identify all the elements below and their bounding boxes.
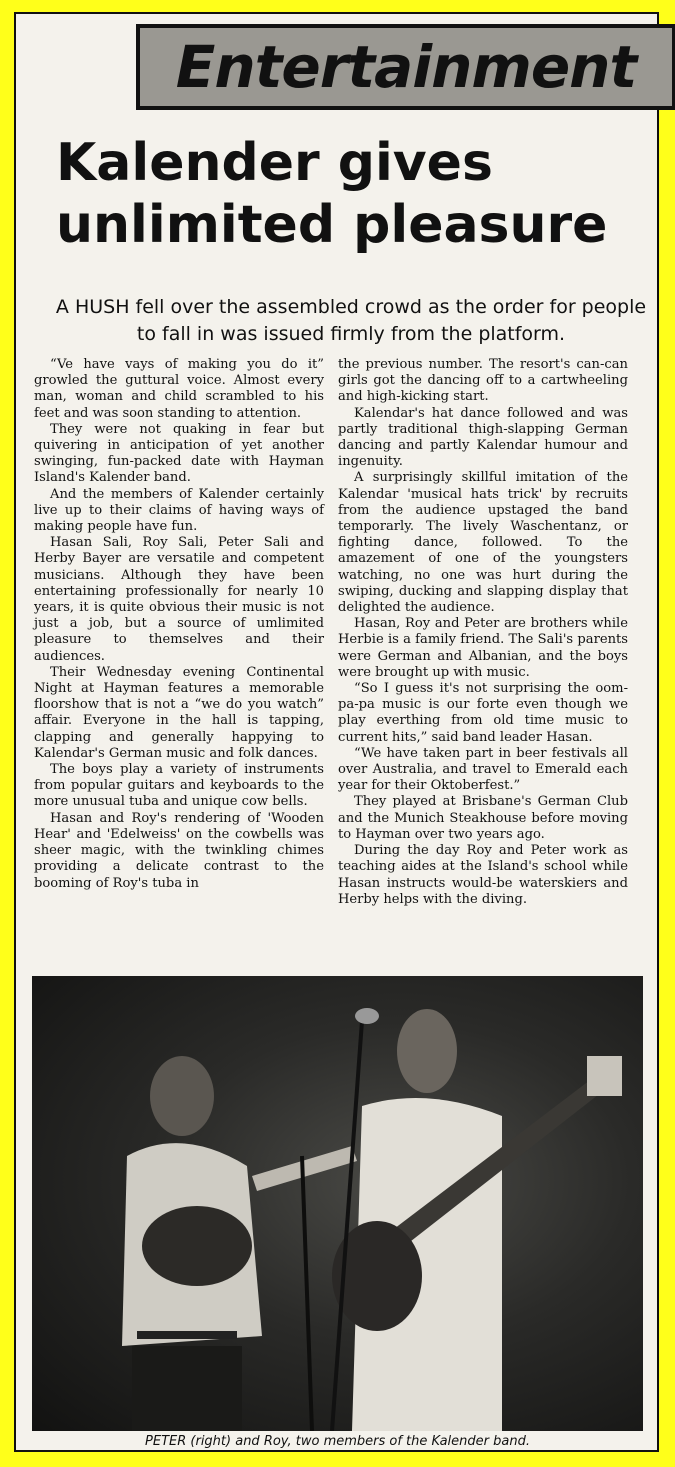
paragraph: “Ve have vays of making you do it” growled the guttural voice. Almost every man, woman and child scrambled to his feet and was soon standing to attention. bbox=[34, 357, 324, 421]
paragraph: Hasan Sali, Roy Sali, Peter Sali and Herby Bayer are versatile and competent musicians. Although they have been entertaining professionally for nearly 10 years, it is quite obvious their music is not just a job, but a source of umlimited pleasure to themselves and their audiences. bbox=[34, 535, 324, 664]
article-column-right bbox=[338, 357, 628, 908]
band-photo bbox=[32, 976, 643, 1431]
lede-paragraph: A HUSH fell over the assembled crowd as the order for people to fall in was issued firmly from the platform. bbox=[55, 296, 647, 345]
paragraph: Kalendar's hat dance followed and was partly traditional thigh-slapping German dancing and partly Kalendar humour and ingenuity. bbox=[338, 405, 628, 470]
paragraph: They were not quaking in fear but quivering in anticipation of yet another swinging, fun-packed date with Hayman Island's Kalender band. bbox=[34, 421, 324, 486]
paragraph: “So I guess it's not surprising the oom-pa-pa music is our forte even though we play everthing from old time music to current hits,” said band leader Hasan. bbox=[338, 681, 628, 745]
paragraph: During the day Roy and Peter work as teaching aides at the Island's school while Hasan instructs would-be waterskiers and Herby helps with the diving. bbox=[338, 843, 628, 907]
paragraph: Their Wednesday evening Continental Night at Hayman features a memorable floorshow that is not a “we do you watch” affair. Everyone in the hall is tapping, clapping and generally happying to Kalendar's German music and folk dances. bbox=[34, 664, 324, 761]
paragraph: They played at Brisbane's German Club and the Munich Steakhouse before moving to Hayman over two years ago. bbox=[338, 794, 628, 842]
paragraph: The boys play a variety of instruments from popular guitars and keyboards to the more unusual tuba and unique cow bells. bbox=[34, 762, 324, 810]
section-banner bbox=[136, 24, 675, 110]
paragraph: “We have taken part in beer festivals all over Australia, and travel to Emerald each year for their Oktoberfest.” bbox=[338, 745, 628, 794]
paragraph: And the members of Kalender certainly live up to their claims of having ways of making people have fun. bbox=[34, 486, 324, 535]
paragraph: the previous number. The resort's can-can girls got the dancing off to a cartwheeling and high-kicking start. bbox=[338, 357, 628, 405]
section-title: Entertainment bbox=[175, 33, 637, 101]
article-column-left bbox=[34, 357, 324, 892]
paragraph: Hasan and Roy's rendering of 'Wooden Hear' and 'Edelweiss' on the cowbells was sheer magic, with the twinkling chimes providing a delicate contrast to the booming of Roy's tuba in bbox=[34, 810, 324, 891]
band-photo-illustration bbox=[32, 976, 643, 1431]
headline bbox=[56, 132, 656, 256]
headline-line-2: unlimited pleasure bbox=[56, 195, 608, 255]
paragraph: Hasan, Roy and Peter are brothers while Herbie is a family friend. The Sali's parents were German and Albanian, and the boys were brought up with music. bbox=[338, 616, 628, 680]
newspaper-clipping bbox=[14, 12, 659, 1452]
photo-caption: PETER (right) and Roy, two members of the Kalender band. bbox=[145, 1434, 530, 1449]
paragraph: A surprisingly skillful imitation of the Kalendar 'musical hats trick' by recruits from the audience upstaged the band temporarly. The lively Waschentanz, or fighting dance, followed. To the amazement of one of the youngsters watching, no one was hurt during the swiping, ducking and slapping display that delighted the audience. bbox=[338, 470, 628, 616]
headline-line-1: Kalender gives bbox=[56, 133, 493, 193]
